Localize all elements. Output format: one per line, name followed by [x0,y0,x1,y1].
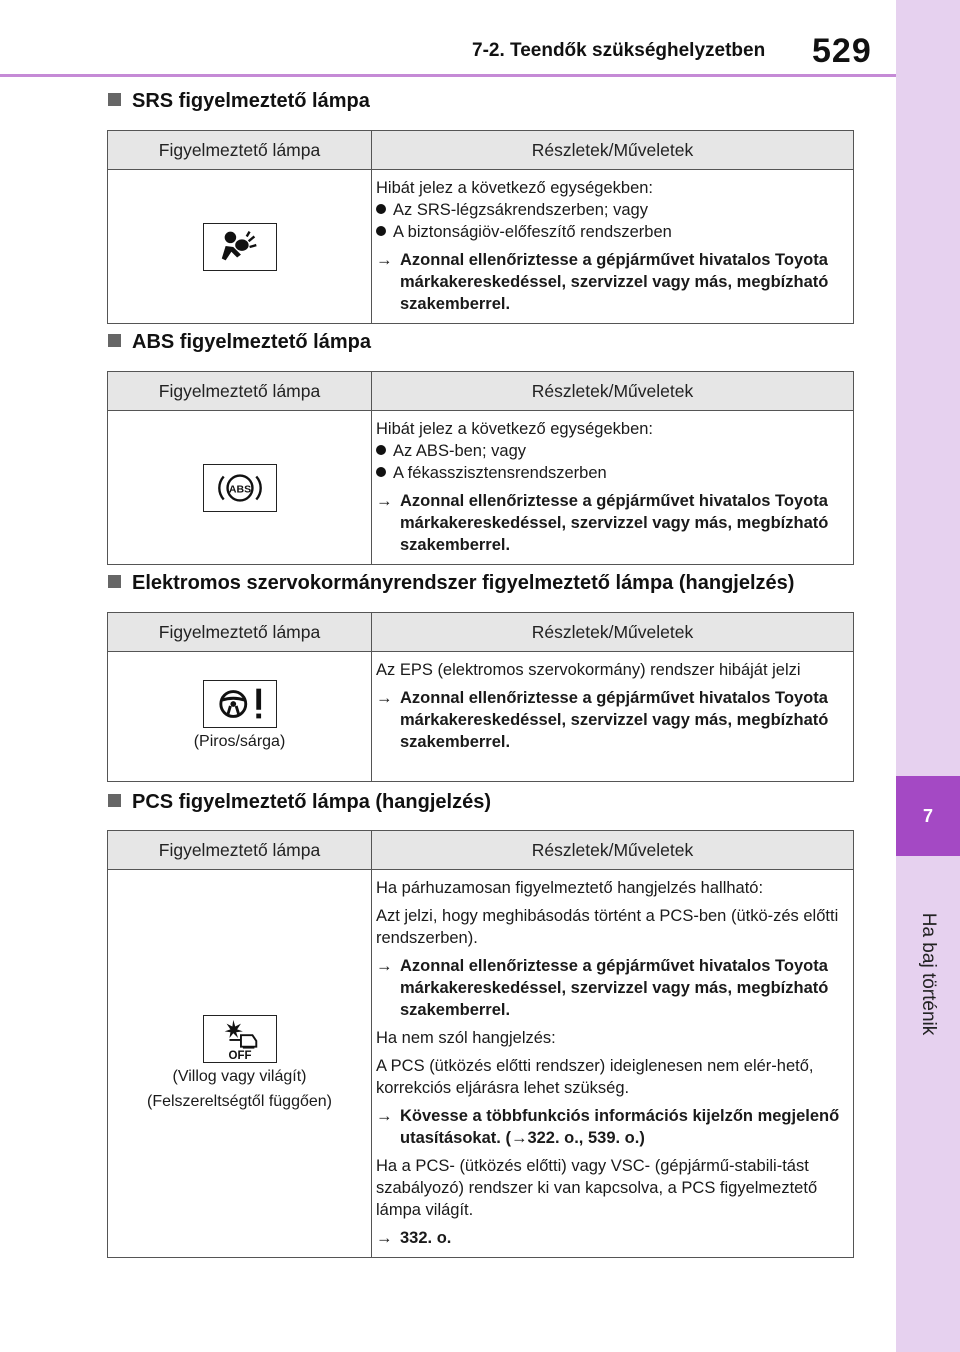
action-line: → Kövesse a többfunkciós információs kijelzőn megjelenő utasításokat. (→322. o., 539. o.) [376,1107,840,1147]
section-heading-eps: Elektromos szervokormányrendszer figyelmeztető lámpa (hangjelzés) [108,572,794,595]
details-cell [372,411,854,565]
column-header-details: Részletek/Műveletek [372,372,854,411]
abs-table [107,371,854,565]
bullet-dot-icon [376,445,386,455]
lamp-cell [108,652,372,782]
section-heading-srs: SRS figyelmeztető lámpa [108,90,370,113]
action-line: → Azonnal ellenőriztesse a gépjárművet hivatalos Toyota márkakereskedéssel, szervizzel vagy más, megbízható szakemberrel. [376,251,829,313]
arrow-icon: → [376,1229,393,1247]
lamp-cell [108,870,372,1258]
action-line: → Azonnal ellenőriztesse a gépjárművet hivatalos Toyota márkakereskedéssel, szervizzel vagy más, megbízható szakemberrel. [376,689,829,751]
details-cell [372,870,854,1258]
table-header-row [108,131,854,170]
table-row [108,652,854,782]
lamp-cell [108,411,372,565]
paragraph: Ha párhuzamosan figyelmeztető hangjelzés hallható: [376,879,764,897]
paragraph: A PCS (ütközés előtti rendszer) ideiglenesen nem elér-hető, korrekciós eljárásra lehet szükség. [376,1057,814,1097]
arrow-icon: → [376,492,393,510]
abs-icon-label: ABS [228,482,251,495]
page-number: 529 [812,32,872,70]
section-heading-abs: ABS figyelmeztető lámpa [108,331,371,354]
abs-warning-icon [203,464,277,512]
table-header-row [108,613,854,652]
column-header-lamp: Figyelmeztető lámpa [108,831,372,870]
square-bullet-icon [108,794,121,807]
square-bullet-icon [108,93,121,106]
intro-text: Hibát jelez a következő egységekben: [376,420,654,438]
table-row [108,411,854,565]
column-header-lamp: Figyelmeztető lámpa [108,131,372,170]
arrow-icon: → [376,1107,393,1125]
arrow-icon: → [376,689,393,707]
chapter-number-box[interactable]: 7 [896,776,960,856]
header-title: 7-2. Teendők szükséghelyzetben [472,40,766,61]
list-item: A biztonságiöv-előfeszítő rendszerben [376,221,847,243]
table-header-row [108,372,854,411]
table-row [108,870,854,1258]
details-cell [372,170,854,324]
table-row [108,170,854,324]
bullet-dot-icon [376,467,386,477]
eps-table [107,612,854,782]
list-item: Az ABS-ben; vagy [376,440,847,462]
srs-table [107,130,854,324]
arrow-icon: → [376,251,393,269]
paragraph: Azt jelzi, hogy meghibásodás történt a PCS-ben (ütkö-zés előtti rendszerben). [376,907,839,947]
pcs-off-icon [203,1015,277,1063]
side-tab [896,0,960,1352]
header-divider [0,74,896,77]
bullet-dot-icon [376,204,386,214]
square-bullet-icon [108,334,121,347]
paragraph: Ha a PCS- (ütközés előtti) vagy VSC- (gépjármű-stabili-tást szabályozó) rendszer ki van kapcsolva, a PCS figyelmeztető lámpa világít. [376,1157,818,1219]
bullet-dot-icon [376,226,386,236]
action-line: → Azonnal ellenőriztesse a gépjárművet hivatalos Toyota márkakereskedéssel, szervizzel vagy más, megbízható szakemberrel. [376,957,829,1019]
arrow-icon: → [376,957,393,975]
pcs-icon-label: OFF [228,1049,251,1062]
intro-text: Hibát jelez a következő egységekben: [376,179,654,197]
icon-note: (Villog vagy világít) [172,1067,307,1085]
column-header-lamp: Figyelmeztető lámpa [108,372,372,411]
lamp-cell [108,170,372,324]
action-line [376,1227,847,1249]
column-header-lamp: Figyelmeztető lámpa [108,613,372,652]
table-header-row [108,831,854,870]
square-bullet-icon [108,575,121,588]
details-cell [372,652,854,782]
column-header-details: Részletek/Műveletek [372,831,854,870]
icon-note: (Piros/sárga) [193,733,286,750]
intro-text: Az EPS (elektromos szervokormány) rendszer hibáját jelzi [376,661,801,679]
list-item: A fékasszisztensrendszerben [376,462,847,484]
column-header-details: Részletek/Műveletek [372,131,854,170]
page-reference-link[interactable]: 332. o. [400,1229,452,1247]
column-header-details: Részletek/Műveletek [372,613,854,652]
steering-wheel-warning-icon [203,680,277,728]
action-line: → Azonnal ellenőriztesse a gépjárművet hivatalos Toyota márkakereskedéssel, szervizzel vagy más, megbízható szakemberrel. [376,492,829,554]
section-heading-pcs: PCS figyelmeztető lámpa (hangjelzés) [108,791,491,814]
pcs-table [107,830,854,1258]
paragraph: Ha nem szól hangjelzés: [376,1029,556,1047]
list-item: Az SRS-légzsákrendszerben; vagy [376,199,847,221]
icon-note: (Felszereltségtől függően) [147,1092,332,1110]
chapter-label: Ha baj történik [918,912,939,1036]
airbag-warning-icon [203,223,277,271]
